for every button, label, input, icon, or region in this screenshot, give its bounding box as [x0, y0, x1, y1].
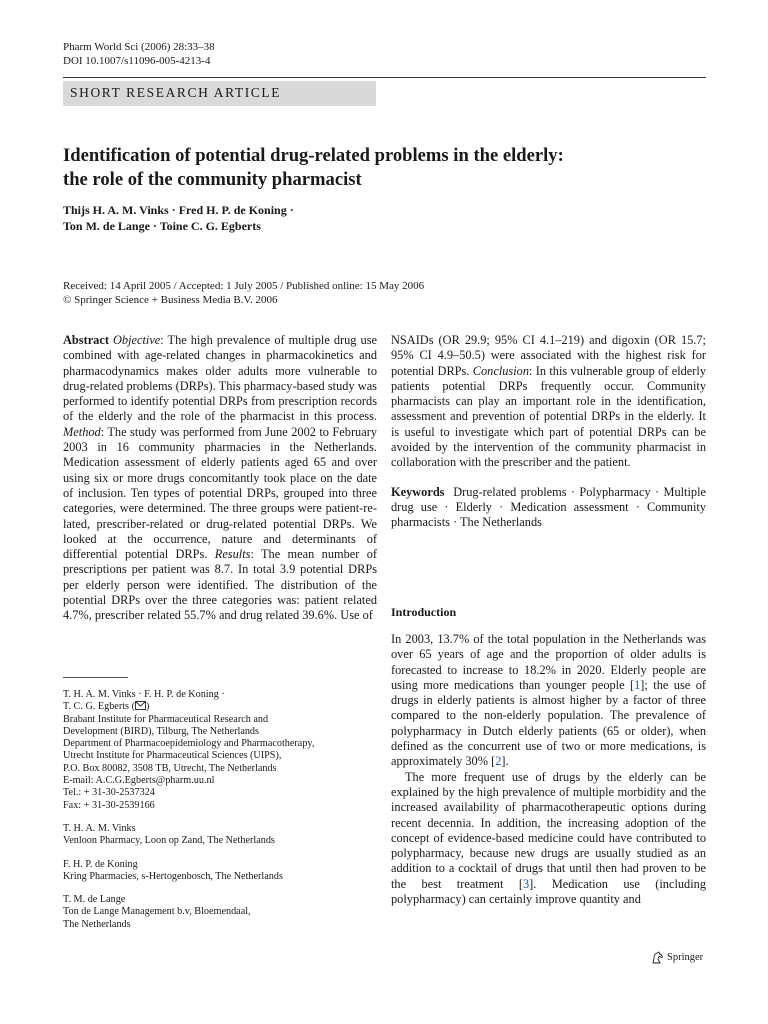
affiliation-block-vinks [63, 823, 377, 848]
title-line-2: the role of the community pharmacist [63, 169, 362, 190]
citation-link-3[interactable]: 3 [522, 876, 530, 891]
affiliation-line: Fax: + 31-30-2539166 [63, 799, 155, 811]
affiliation-line: F. H. P. de Koning [63, 858, 138, 870]
results-label: Results [214, 547, 251, 562]
header-rule [63, 77, 706, 78]
affiliation-line: T. C. G. Egberts ( [63, 701, 135, 713]
results-text-continued: NSAIDs (OR 29.9; 95% CI 4.1–219) and digoxin (OR 15.7; 95% CI 4.9–50.5) were associated with the highest risk for potential DRPs. [391, 333, 706, 378]
authors-line-1: Thijs H. A. M. Vinks · Fred H. P. de Koning · [63, 203, 294, 217]
section-heading-introduction: Introduction [391, 605, 457, 619]
affiliation-line: T. H. A. M. Vinks [63, 822, 136, 834]
citation-link-2[interactable]: 2 [495, 754, 502, 769]
affiliation-line: Ton de Lange Management b.v, Bloemendaal, [63, 906, 251, 918]
intro-text: ]. [501, 754, 509, 769]
intro-text: ]. Medication use (including polypharmacy) can certainly improve quantity and [391, 876, 706, 907]
objective-text: : The high prevalence of multiple drug use combined with age-related changes in pharmacokinetics and pharmacodynamics makes older adults more vulnerable to drug-related problems (DRPs). This pharmacy-based study was performed to identify potential DRPs from prescription records of the elderly and the role of the pharmacist in this process. [63, 333, 377, 424]
affiliation-line: Venloon Pharmacy, Loon op Zand, The Netherlands [63, 835, 275, 847]
affiliation-line: The Netherlands [63, 918, 131, 930]
keywords-text: Drug-related problems · Polypharmacy · Multiple drug use · Elderly · Medication assessment · Community pharmacists · The Netherlands [391, 484, 706, 530]
title-line-1: Identification of potential drug-related problems in the elderly: [63, 145, 564, 166]
publisher-logo [651, 951, 703, 964]
keywords-label: Keywords [391, 484, 445, 499]
results-text: : The mean number of prescriptions per patient was 8.7. In total 3.9 potential DRPs per elderly person were identified. The distribution of the potential DRPs over the three categories was: patient related 4.7%, prescriber related 55.7% and drug related 39.6%. Use of [63, 547, 377, 623]
method-text: : The study was performed from June 2002 to February 2003 in 16 community pharmacies in the Netherlands. Medication assessment of elderly patients aged 65 and over using six or more drugs concomitantly took place on the date of inclusion. Ten types of potential DRPs, grouped into three categories, were determined. The three groups were patient-related, prescriber-related or drug-related potential DRPs. We looked at the occurrence, nature and determinants of differential potential DRPs. [63, 424, 377, 562]
introduction-body [391, 632, 706, 907]
affiliation-block-main [63, 689, 377, 812]
affiliation-line: T. M. de Lange [63, 894, 126, 906]
intro-paragraph-1 [391, 632, 706, 770]
article-type-band [63, 81, 376, 106]
authors [63, 202, 294, 234]
method-label: Method [63, 424, 101, 439]
affiliation-line: Brabant Institute for Pharmaceutical Research and [63, 713, 269, 725]
intro-text: The more frequent use of drugs by the elderly can be explained by the high prevalence of multiple morbidity and the increased availability of pharmacotherapeutic options during recent decennia. In addition, the increasing adoption of the concept of evidence-based medicine could have contributed to polypharmacy, because new drugs are usually studied as an addition to a cocktail of drugs that until then had proven to be the best treatment [ [391, 769, 706, 891]
doi[interactable]: DOI 10.1007/s11096-005-4213-4 [63, 55, 211, 67]
dates-line-1: Received: 14 April 2005 / Accepted: 1 July 2005 / Published online: 15 May 2006 [63, 280, 425, 292]
conclusion-text: : In this vulnerable group of elderly patients potential DRPs frequently occur. Community pharmacists can play an important role in the identification, assessment and prevention of potential DRPs in the elderly. It is useful to investigate which part of potential DRPs can be avoided by the intervention of the community pharmacist in collaboration with the prescriber and the patient. [391, 363, 706, 470]
publisher-name: Springer [667, 952, 704, 963]
affiliation-line: Department of Pharmacoepidemiology and Pharmacotherapy, [63, 738, 315, 750]
affiliation-block-delange [63, 894, 377, 931]
email-link[interactable]: E-mail: A.C.G.Egberts@pharm.uu.nl [63, 775, 215, 787]
conclusion-label: Conclusion [472, 363, 529, 378]
envelope-icon[interactable] [135, 701, 146, 712]
affiliation-block-dekoning [63, 859, 377, 884]
citation-link-1[interactable]: 1 [634, 677, 641, 692]
affiliations [63, 689, 377, 942]
affiliation-line: Kring Pharmacies, s-Hertogenbosch, The Netherlands [63, 870, 283, 882]
publication-dates [63, 279, 424, 307]
affiliation-line: P.O. Box 80082, 3508 TB, Utrecht, The Netherlands [63, 762, 277, 774]
copyright-line: © Springer Science + Business Media B.V. 2006 [63, 294, 278, 306]
affiliation-line: T. H. A. M. Vinks · F. H. P. de Koning · [63, 689, 225, 700]
journal-citation: Pharm World Sci (2006) 28:33–38 [63, 41, 215, 53]
intro-text: ]; the use of drugs in elderly patients is almost higher by a factor of three compared to the non-elderly population. The prevalence of polypharmacy in Dutch elderly patients (65 or older), when defined as the concurrent use of two or more medications, is approximately 30% [ [391, 677, 706, 769]
springer-horse-icon [651, 951, 664, 964]
article-type: SHORT RESEARCH ARTICLE [70, 85, 282, 100]
affiliation-rule [63, 677, 128, 678]
intro-paragraph-2 [391, 770, 706, 908]
abstract-label: Abstract [63, 333, 109, 347]
abstract-continuation [391, 333, 706, 471]
abstract-paragraph [63, 333, 377, 624]
abstract-column-left [63, 333, 377, 624]
keywords [391, 485, 706, 531]
affiliation-line: ) [145, 701, 150, 713]
journal-header [63, 40, 215, 68]
affiliation-line: Development (BIRD), Tilburg, The Netherlands [63, 725, 259, 737]
affiliation-line: Utrecht Institute for Pharmaceutical Sciences (UIPS), [63, 750, 282, 762]
article-title [63, 144, 706, 192]
affiliation-line: Tel.: + 31-30-2537324 [63, 787, 155, 799]
objective-label: Objective [113, 333, 161, 347]
intro-text: In 2003, 13.7% of the total population in the Netherlands was over 65 years of age and the proportion of older adults is forecasted to increase to 18.2% in 2020. Elderly people are using more medications than younger people [ [391, 632, 706, 692]
authors-line-2: Ton M. de Lange · Toine C. G. Egberts [63, 219, 261, 233]
abstract-column-right [391, 333, 706, 531]
